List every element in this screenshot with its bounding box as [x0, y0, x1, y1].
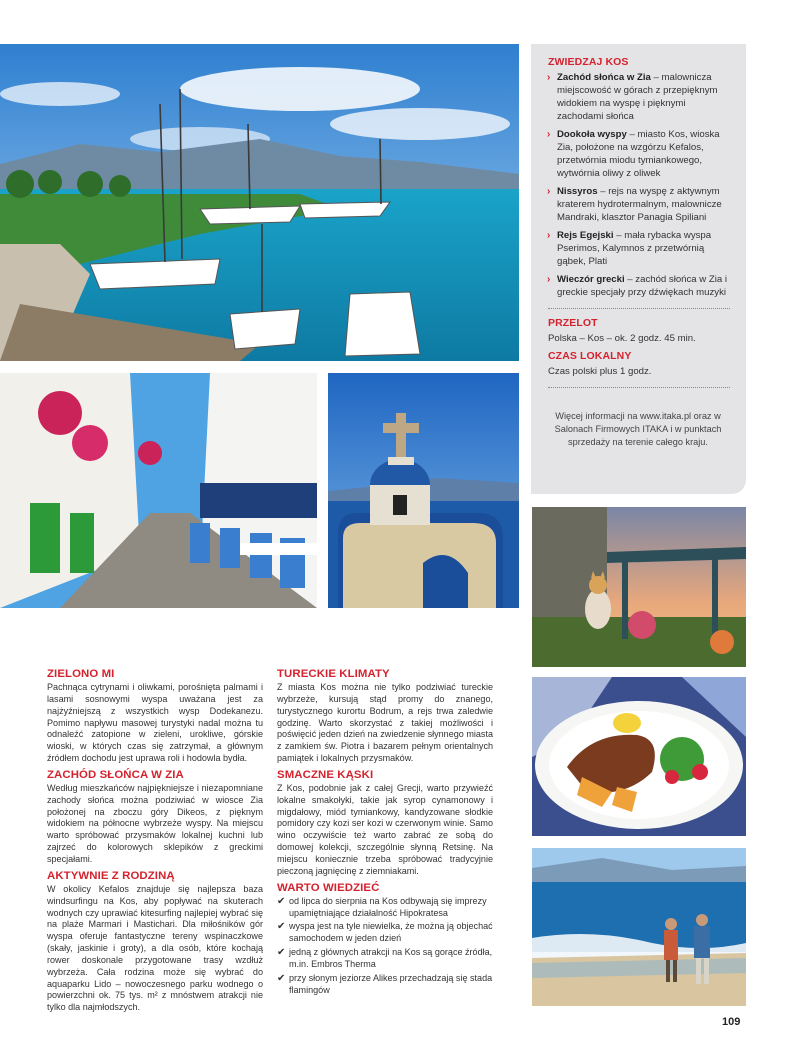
explore-item — [548, 71, 730, 123]
list-item-text: od lipca do sierpnia na Kos odbywają się imprezy upamiętniające działalność Hipokratesa — [289, 895, 487, 918]
chevron-right-icon: › — [547, 230, 551, 241]
explore-item-desc: – mała rybacka wyspa Pserimos, Kalymnos z przetwórnią gąbek, Plati — [557, 230, 712, 267]
list-item-text: jedną z głównych atrakcji na Kos są gorące źródła, m.in. Embros Therma — [289, 947, 493, 969]
cat-terrace-photo — [532, 507, 746, 667]
chapel-photo — [328, 373, 519, 608]
chevron-right-icon: › — [547, 72, 551, 83]
section-text: W okolicy Kefalos znajduje się najlepsza baza windsurfingu na Kos, aby popływać na skuterach wodnych czy uprawiać kitesurfing najlepiej wybrać się na plaże Marmari i Mastichari. Dla miłośników gór wyspa oferuje fantastyczne tereny wspinaczkowe (skały, jaskinie i groty), a dla osób, które kochają rower doskonale przygotowane trasy wzdłuż wybrzeża. Cała rodzina może się wybrać do aquaparku Lido – nowoczesnego parku wodnego o powierzchni ok. 75 tys. m² z mnóstwem atrakcji nie tylko dla najmłodszych. — [47, 883, 263, 1013]
list-item — [277, 973, 493, 997]
explore-item-desc: – rejs na wyspę z aktywnym kraterem hydrotermalnym, malownicze Mandraki, klasztor Panagia Spiliani — [557, 186, 722, 223]
list-item-text: przy słonym jeziorze Alikes przechadzają się stada flamingów — [289, 972, 493, 995]
section-title: SMACZNE KĄSKI — [277, 768, 374, 781]
chevron-right-icon: › — [547, 274, 551, 285]
text-column-left — [47, 668, 263, 1018]
flight-title: PRZELOT — [548, 317, 598, 329]
explore-item-name: Zachód słońca w Zia — [557, 72, 651, 83]
section-title: ZACHÓD SŁOŃCA W ZIA — [47, 768, 184, 781]
section-title: ZIELONO MI — [47, 668, 115, 680]
chevron-right-icon: › — [547, 186, 551, 197]
section-text: Z Kos, podobnie jak z całej Grecji, warto przywieźć lokalne smakołyki, takie jak syrop cynamonowy i migdałowy, miód tymiankowy, kandyzowane słodkie pomidory czy kozi ser kozi w czerwonym winie. Samo wino oczywiście też warto zabrać ze sobą do domowej kolekcji, szczególnie słynną Retsinę. Na miejscu koniecznie trzeba spróbować tradycyjnie pieczoną jagnięcinę z ziemniakami. — [277, 782, 493, 876]
text-column-right — [277, 668, 493, 998]
section-title: WARTO WIEDZIEĆ — [277, 881, 380, 894]
flight-text: Polska – Kos – ok. 2 godz. 45 min. — [548, 333, 696, 344]
food-plate-photo — [532, 677, 746, 836]
harbor-photo — [0, 44, 519, 361]
page-number: 109 — [722, 1016, 741, 1028]
list-item-text: wyspa jest na tyle niewielka, że można ją objechać samochodem w jeden dzień — [289, 921, 493, 944]
explore-item-desc: – malownicza miejscowość w górach z przepięknym widokiem na wyspę i pięknymi zachodami słońca — [557, 72, 718, 122]
beach-couple-photo — [532, 848, 746, 1006]
section-text: Z miasta Kos można nie tylko podziwiać tureckie wybrzeże, kursują stąd promy do znanego, turystycznego kurortu Bodrum, a rejs trwa zaledwie godzinę. Warto skorzystać z takiej możliwości i poświęcić jeden dzień na zwiedzenie słynnego miasta z zamkiem św. Piotra i bazarem pełnym orientalnych pamiątek i lokalnych przysmaków. — [277, 682, 493, 764]
local-time-title: CZAS LOKALNY — [548, 350, 632, 362]
section-text: Pachnąca cytrynami i oliwkami, porośnięta palmami i lasami sosnowymi wyspa uważana jest za najżyźniejszą z wszystkich wysp Dodekanezu. Pomimo napływu masowej turystyki nadal można tu odnaleźć zatopione w zieleni, urokliwe, górskie wioski, w których czas się zatrzymał, a głównym źródłem dochodu jest uprawa roli i hodowla bydła. — [47, 682, 263, 764]
info-sidebar — [531, 44, 746, 494]
dotted-divider — [548, 308, 730, 309]
explore-item-name: Rejs Egejski — [557, 230, 614, 241]
explore-item-name: Nissyros — [557, 186, 598, 197]
checkmark-icon: ✔ — [277, 921, 286, 933]
local-time-text: Czas polski plus 1 godz. — [548, 366, 652, 377]
explore-item-name: Wieczór grecki — [557, 274, 625, 285]
dotted-divider — [548, 387, 730, 388]
checkmark-icon: ✔ — [277, 895, 286, 907]
explore-item — [548, 128, 730, 180]
explore-item — [548, 229, 730, 268]
facts-list — [277, 896, 493, 997]
more-info-text: Więcej informacji na www.itaka.pl oraz w Salonach Firmowych ITAKA i w punktach sprzedaży na terenie całego kraju. — [554, 411, 722, 447]
checkmark-icon: ✔ — [277, 947, 286, 959]
explore-item-desc: – zachód słońca w Zia i greckie specjały przy dźwiękach muzyki — [557, 274, 728, 298]
section-title: TURECKIE KLIMATY — [277, 668, 390, 680]
explore-item-desc: – miasto Kos, wioska Zia, położone na wzgórzu Kefalos, przetwórnia miodu tymiankowego, wytwórnia oliwy z oliwek — [557, 129, 720, 179]
explore-title: ZWIEDZAJ KOS — [548, 56, 629, 68]
list-item — [277, 947, 493, 971]
explore-item — [548, 185, 730, 224]
street-photo — [0, 373, 317, 608]
section-title: AKTYWNIE Z RODZINĄ — [47, 869, 175, 882]
explore-item-name: Dookoła wyspy — [557, 129, 627, 140]
explore-item — [548, 273, 730, 299]
list-item — [277, 896, 493, 920]
checkmark-icon: ✔ — [277, 972, 286, 984]
chevron-right-icon: › — [547, 129, 551, 140]
section-text: Według mieszkańców najpiękniejsze i niezapomniane zachody słońca można podziwiać w wiosce Zia położonej na zboczu góry Dikeos, z pięknym widokiem na północne wybrzeże wyspy. Na miejscu warto spróbować przysmaków lokalnej kuchni lub zajrzeć do kolorowych sklepików z greckimi specjałami. — [47, 782, 263, 864]
list-item — [277, 921, 493, 945]
